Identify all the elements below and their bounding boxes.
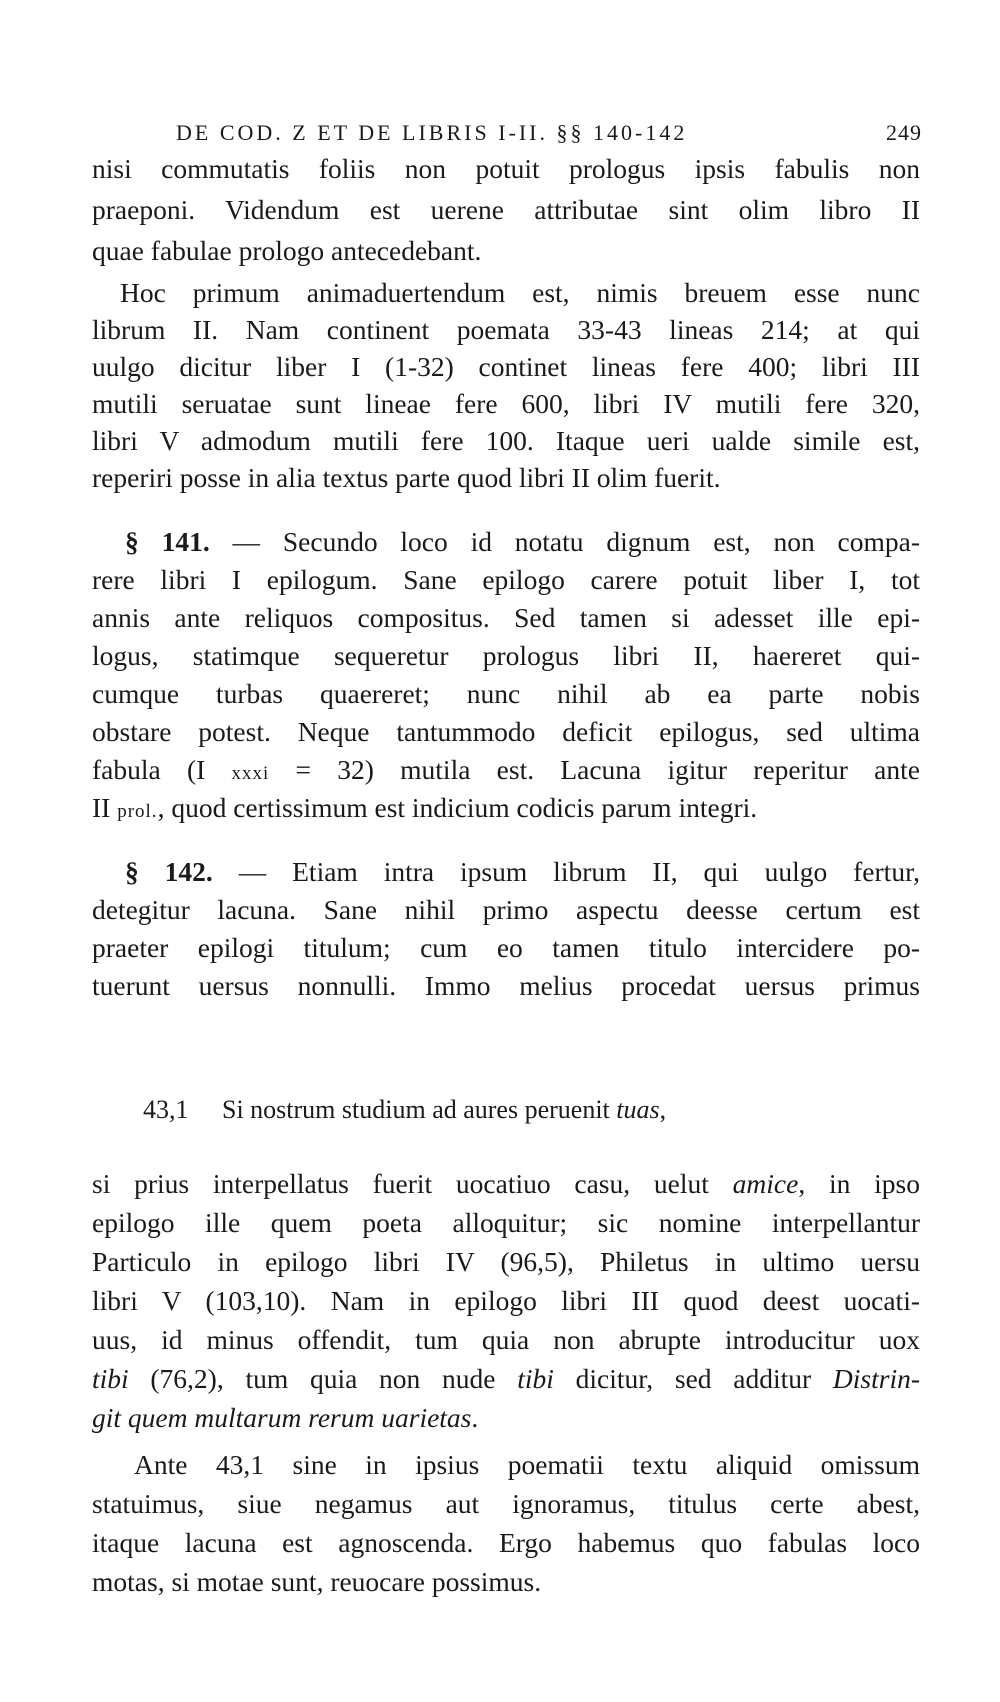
text-line (92, 1401, 920, 1435)
running-title: DE COD. Z ET DE LIBRIS I-II. §§ 140-142 (176, 120, 688, 145)
text-run: dicitur, sed additur (553, 1363, 833, 1394)
text-run: = 32) mutila est. Lacuna igitur reperitur ante (269, 754, 920, 785)
text-line: nisi commutatis foliis non potuit prologus ipsis fabulis non (92, 153, 920, 184)
verse-quote (222, 1093, 666, 1127)
italic-run: tuas (616, 1095, 660, 1124)
text-line: reperiri posse in alia textus parte quod libri II olim fuerit. (92, 462, 721, 493)
text-line: uulgo dicitur liber I (1-32) continet lineas fere 400; libri III (92, 351, 920, 382)
text-run: , (659, 1095, 667, 1124)
text-line: Ante 43,1 sine in ipsius poematii textu aliquid omissum (134, 1449, 920, 1480)
text-line: cumque turbas quaereret; nunc nihil ab ea parte nobis (92, 678, 920, 709)
text-line: libri V admodum mutili fere 100. Itaque ueri ualde simile est, (92, 425, 920, 456)
text-line: itaque lacuna est agnoscenda. Ergo habemus quo fabulas loco (92, 1527, 920, 1558)
italic-run: amice (732, 1168, 799, 1199)
text-run: II (92, 792, 118, 823)
italic-run: tibi (92, 1363, 129, 1394)
text-line: motas, si motae sunt, reuocare possimus. (92, 1566, 542, 1597)
text-line (92, 1167, 920, 1201)
text-line: logus, statimque sequeretur prologus libri II, haereret qui- (92, 640, 920, 671)
section-number: § 142. (125, 856, 213, 887)
section-141-heading-line (125, 525, 920, 559)
text-line: mutili seruatae sunt lineae fere 600, libri IV mutili fere 320, (92, 388, 920, 419)
text-line: librum II. Nam continent poemata 33-43 lineas 214; at qui (92, 314, 920, 345)
verse-reference: 43,1 (143, 1095, 189, 1124)
text-run: (76,2), tum quia non nude (128, 1363, 518, 1394)
text-run: , quod certissimum est indicium codicis parum integri. (157, 792, 758, 823)
text-line: praeter epilogi titulum; cum eo tamen titulo intercidere po- (92, 932, 920, 963)
text-line: obstare potest. Neque tantummodo deficit epilogus, sed ultima (92, 716, 920, 747)
small-caps-numeral: xxxi (231, 763, 270, 784)
text-line (92, 753, 920, 791)
text-line: statuimus, siue negamus aut ignoramus, titulus certe abest, (92, 1488, 920, 1519)
text-run: fabula (I (92, 754, 232, 785)
text-line (92, 1362, 920, 1396)
text-run: — Etiam intra ipsum librum II, qui uulgo fertur, (212, 856, 920, 887)
section-142-heading-line (125, 855, 920, 889)
text-line: praeponi. Videndum est uerene attributae sint olim libro II (92, 194, 920, 225)
small-caps-abbrev: prol. (117, 801, 158, 822)
page-number: 249 (886, 120, 922, 145)
text-run: — Secundo loco id notatu dignum est, non compa- (209, 526, 920, 557)
text-line: quae fabulae prologo antecedebant. (92, 235, 482, 266)
text-run: . (471, 1402, 479, 1433)
text-line: detegitur lacuna. Sane nihil primo aspectu deesse certum est (92, 894, 920, 925)
italic-run: tibi (517, 1363, 554, 1394)
text-run: Si nostrum studium ad aures peruenit (222, 1095, 617, 1124)
text-line: tuerunt uersus nonnulli. Immo melius procedat uersus primus (92, 970, 920, 1001)
text-line: epilogo ille quem poeta alloquitur; sic nomine interpellantur (92, 1207, 920, 1238)
text-run: si prius interpellatus fuerit uocatiuo casu, uelut (92, 1168, 733, 1199)
text-line: libri V (103,10). Nam in epilogo libri III quod deest uocati- (92, 1285, 920, 1316)
text-run: , in ipso (798, 1168, 921, 1199)
italic-run: git quem multarum rerum uarietas (92, 1402, 472, 1433)
text-line (92, 791, 920, 829)
text-line: annis ante reliquos compositus. Sed tamen si adesset ille epi- (92, 602, 920, 633)
text-line: Particulo in epilogo libri IV (96,5), Philetus in ultimo uersu (92, 1246, 920, 1277)
text-line: uus, id minus offendit, tum quia non abrupte introducitur uox (92, 1324, 920, 1355)
section-number: § 141. (125, 526, 210, 557)
text-line: Hoc primum animaduertendum est, nimis breuem esse nunc (120, 277, 920, 308)
italic-run: Distrin- (832, 1363, 920, 1394)
text-line: rere libri I epilogum. Sane epilogo carere potuit liber I, tot (92, 564, 920, 595)
